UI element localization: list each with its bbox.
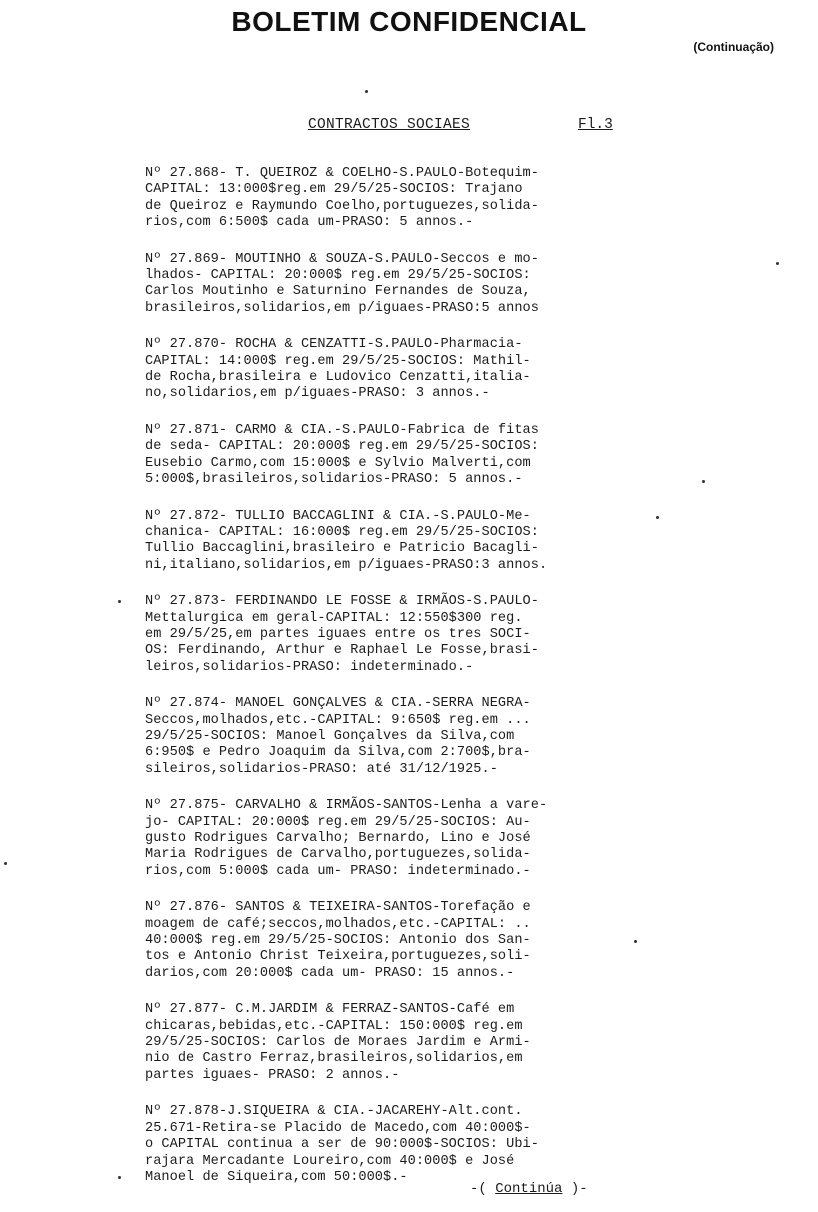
contract-entry: [145, 166, 645, 232]
entry-line: Nº 27.876- SANTOS & TEIXEIRA-SANTOS-Torefação e: [145, 900, 531, 916]
ink-speck: [118, 1176, 121, 1179]
section-heading: CONTRACTOS SOCIAES: [308, 117, 471, 133]
entry-line: o CAPITAL continua a ser de 90:000$-SOCIOS: Ubi-: [145, 1137, 539, 1153]
entry-line: ni,italiano,solidarios,em p/iguaes-PRASO:3 annos.: [145, 557, 548, 573]
entry-line: Carlos Moutinho e Saturnino Fernandes de Souza,: [145, 284, 531, 300]
entry-line: Nº 27.874- MANOEL GONÇALVES & CIA.-SERRA NEGRA-: [145, 696, 531, 712]
ink-speck: [4, 862, 7, 865]
contract-entry: [145, 337, 645, 403]
entry-line: partes iguaes- PRASO: 2 annos.-: [145, 1067, 400, 1083]
entry-line: jo- CAPITAL: 20:000$ reg.em 29/5/25-SOCIOS: Au-: [145, 814, 531, 830]
entry-line: Nº 27.870- ROCHA & CENZATTI-S.PAULO-Pharmacia-: [145, 337, 523, 353]
entry-line: chicaras,bebidas,etc.-CAPITAL: 150:000$ reg.em: [145, 1018, 523, 1034]
entry-line: 29/5/25-SOCIOS: Manoel Gonçalves da Silva,com: [145, 728, 515, 744]
contract-entries: [145, 166, 645, 1206]
ink-speck: [702, 480, 705, 483]
entry-line: de Rocha,brasileira e Ludovico Cenzatti,italia-: [145, 370, 531, 386]
entry-line: Manoel de Siqueira,com 50:000$.-: [145, 1169, 408, 1185]
contract-entry: [145, 252, 645, 318]
entry-line: 25.671-Retira-se Placido de Macedo,com 40:000$-: [145, 1120, 531, 1136]
continues-footer: [470, 1181, 588, 1197]
entry-line: Maria Rodrigues de Carvalho,portuguezes,solida-: [145, 847, 531, 863]
contract-entry: [145, 423, 645, 489]
continuation-note: (Continuação): [693, 40, 774, 54]
entry-line: Nº 27.871- CARMO & CIA.-S.PAULO-Fabrica de fitas: [145, 422, 539, 438]
entry-line: Eusebio Carmo,com 15:000$ e Sylvio Malverti,com: [145, 455, 531, 471]
ink-speck: [776, 262, 779, 265]
entry-line: brasileiros,solidarios,em p/iguaes-PRASO:5 annos: [145, 300, 539, 316]
contract-entry: [145, 798, 645, 880]
entry-line: Nº 27.869- MOUTINHO & SOUZA-S.PAULO-Seccos e mo-: [145, 251, 539, 267]
entry-line: Nº 27.873- FERDINANDO LE FOSSE & IRMÃOS-S.PAULO-: [145, 594, 539, 610]
continues-close: )-: [570, 1181, 588, 1197]
entry-line: rajara Mercadante Loureiro,com 40:000$ e José: [145, 1153, 515, 1169]
entry-line: Tullio Baccaglini,brasileiro e Patricio Bacagli-: [145, 541, 539, 557]
entry-line: Nº 27.878-J.SIQUEIRA & CIA.-JACAREHY-Alt.cont.: [145, 1104, 523, 1120]
contract-entry: [145, 594, 645, 676]
entry-line: CAPITAL: 14:000$ reg.em 29/5/25-SOCIOS: Mathil-: [145, 353, 531, 369]
ink-speck: [118, 600, 121, 603]
entry-line: de Queiroz e Raymundo Coelho,portuguezes,solida-: [145, 198, 539, 214]
entry-line: sileiros,solidarios-PRASO: até 31/12/1925.-: [145, 761, 498, 777]
contract-entry: [145, 1002, 645, 1084]
entry-line: no,solidarios,em p/iguaes-PRASO: 3 annos.-: [145, 386, 490, 402]
entry-line: rios,com 6:500$ cada um-PRASO: 5 annos.-: [145, 215, 474, 231]
entry-line: darios,com 20:000$ cada um- PRASO: 15 annos.-: [145, 965, 515, 981]
contract-entry: [145, 900, 645, 982]
entry-line: 29/5/25-SOCIOS: Carlos de Moraes Jardim e Armi-: [145, 1035, 531, 1051]
entry-line: Nº 27.877- C.M.JARDIM & FERRAZ-SANTOS-Café em: [145, 1002, 515, 1018]
entry-line: CAPITAL: 13:000$reg.em 29/5/25-SOCIOS: Trajano: [145, 182, 523, 198]
contract-entry: [145, 696, 645, 778]
continues-label: Continúa: [495, 1181, 563, 1197]
entry-line: Nº 27.868- T. QUEIROZ & COELHO-S.PAULO-Botequim-: [145, 166, 539, 181]
entry-line: moagem de café;seccos,molhados,etc.-CAPITAL: ..: [145, 916, 531, 932]
ink-speck: [656, 516, 659, 519]
entry-line: rios,com 5:000$ cada um- PRASO: indeterminado.-: [145, 863, 531, 879]
entry-line: nio de Castro Ferraz,brasileiros,solidarios,em: [145, 1051, 523, 1067]
entry-line: 40:000$ reg.em 29/5/25-SOCIOS: Antonio dos San-: [145, 933, 531, 949]
entry-line: tos e Antonio Christ Teixeira,portuguezes,soli-: [145, 949, 531, 965]
ink-speck: [365, 90, 368, 93]
ink-speck: [634, 940, 637, 943]
entry-line: gusto Rodrigues Carvalho; Bernardo, Lino e José: [145, 831, 531, 846]
entry-line: 6:950$ e Pedro Joaquim da Silva,com 2:700$,bra-: [145, 745, 531, 761]
entry-line: 5:000$,brasileiros,solidarios-PRASO: 5 annos.-: [145, 472, 523, 488]
entry-line: Mettalurgica em geral-CAPITAL: 12:550$300 reg.: [145, 610, 523, 626]
sheet-number: Fl.3: [578, 117, 613, 133]
entry-line: Nº 27.872- TULLIO BACCAGLINI & CIA.-S.PAULO-Me-: [145, 508, 531, 524]
entry-line: em 29/5/25,em partes iguaes entre os tres SOCI-: [145, 626, 531, 642]
entry-line: leiros,solidarios-PRASO: indeterminado.-: [145, 659, 474, 675]
contract-entry: [145, 1104, 645, 1186]
entry-line: de seda- CAPITAL: 20:000$ reg.em 29/5/25-SOCIOS:: [145, 439, 539, 455]
page-title: BOLETIM CONFIDENCIAL: [231, 6, 587, 37]
entry-line: lhados- CAPITAL: 20:000$ reg.em 29/5/25-SOCIOS:: [145, 268, 531, 284]
contract-entry: [145, 509, 645, 575]
entry-line: Seccos,molhados,etc.-CAPITAL: 9:650$ reg.em ...: [145, 712, 531, 728]
entry-line: Nº 27.875- CARVALHO & IRMÃOS-SANTOS-Lenha a vare-: [145, 798, 548, 814]
entry-line: chanica- CAPITAL: 16:000$ reg.em 29/5/25-SOCIOS:: [145, 524, 539, 540]
continues-open: -(: [470, 1181, 487, 1197]
entry-line: OS: Ferdinando, Arthur e Raphael Le Fosse,brasi-: [145, 643, 539, 659]
